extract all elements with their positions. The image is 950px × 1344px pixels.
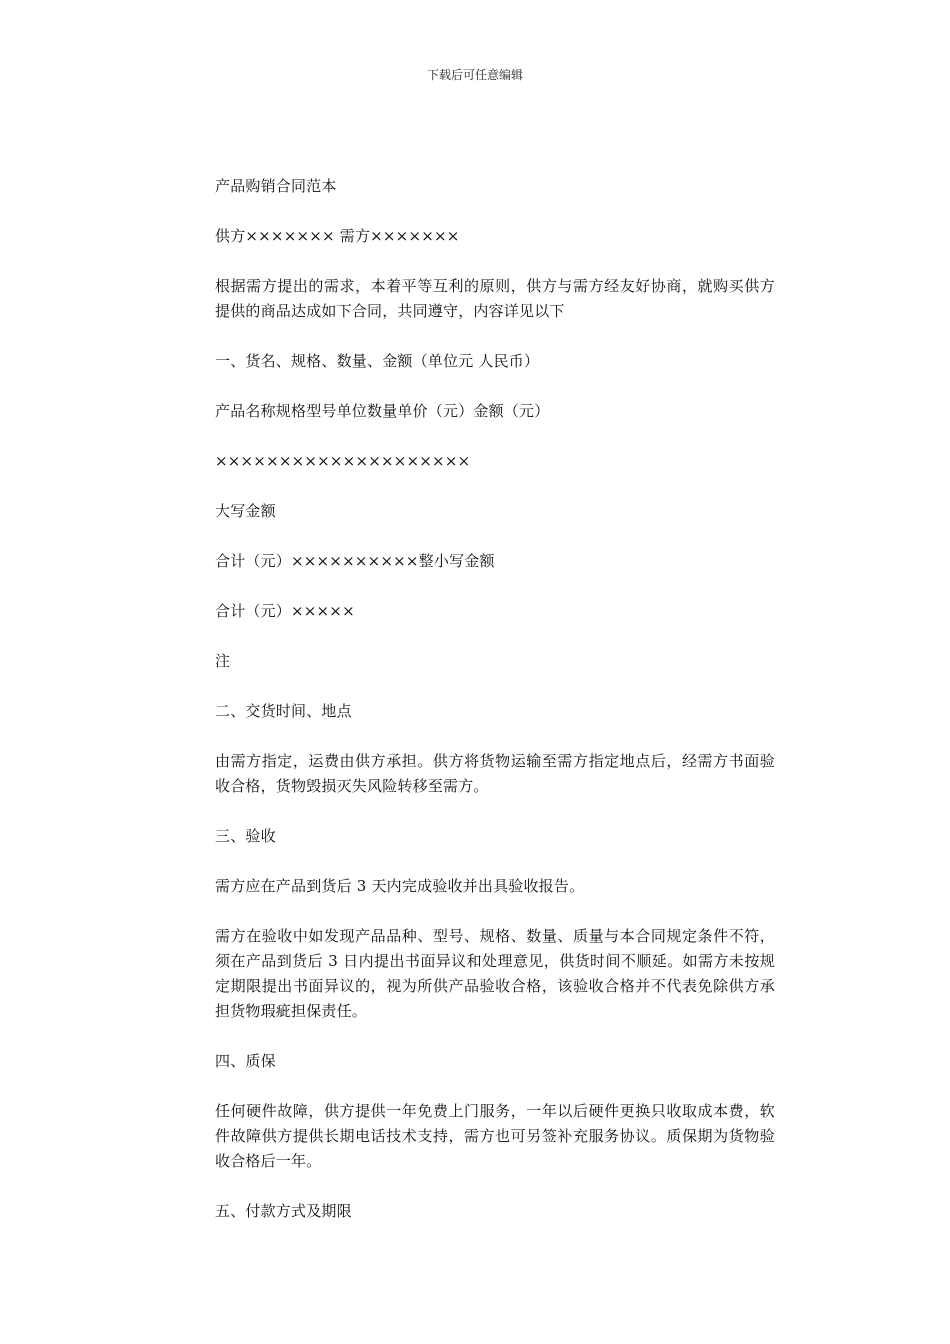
warranty-paragraph: 任何硬件故障，供方提供一年免费上门服务，一年以后硬件更换只收取成本费，软件故障供方提供长期电话技术支持，需方也可另签补充服务协议。质保期为货物验收合格后一年。	[215, 1102, 775, 1170]
section-heading-1: 一、货名、规格、数量、金额（单位元 人民币）	[215, 352, 540, 370]
total-line-1: 合计（元）××××××××××整小写金额	[215, 552, 495, 570]
amount-in-words-label: 大写金额	[215, 502, 276, 520]
product-table-header: 产品名称规格型号单位数量单价（元）金额（元）	[215, 402, 550, 420]
section-heading-2: 二、交货时间、地点	[215, 702, 352, 720]
parties-line: 供方××××××× 需方×××××××	[215, 227, 460, 245]
delivery-paragraph: 由需方指定，运费由供方承担。供方将货物运输至需方指定地点后，经需方书面验收合格，货物毁损灭失风险转移至需方。	[215, 752, 775, 795]
section-heading-3: 三、验收	[215, 827, 276, 845]
note-label: 注	[215, 652, 231, 670]
product-table-row: ××××××××××××××××××××	[215, 452, 471, 470]
document-body	[215, 174, 775, 1249]
header-note: 下载后可任意编辑	[426, 68, 523, 82]
acceptance-paragraph-2: 需方在验收中如发现产品品种、型号、规格、数量、质量与本合同规定条件不符，须在产品到货后 3 日内提出书面异议和处理意见，供货时间不顺延。如需方未按规定期限提出书面异议的，视为所供产品验收合格，该验收合格并不代表免除供方承担货物瑕疵担保责任。	[215, 927, 775, 1020]
document-title: 产品购销合同范本	[215, 177, 337, 195]
total-line-2: 合计（元）×××××	[215, 602, 355, 620]
acceptance-paragraph-1: 需方应在产品到货后 3 天内完成验收并出具验收报告。	[215, 877, 585, 895]
preamble-paragraph: 根据需方提出的需求，本着平等互利的原则，供方与需方经友好协商，就购买供方提供的商品达成如下合同，共同遵守，内容详见以下	[215, 277, 775, 320]
section-heading-5: 五、付款方式及期限	[215, 1202, 352, 1220]
section-heading-4: 四、质保	[215, 1052, 276, 1070]
